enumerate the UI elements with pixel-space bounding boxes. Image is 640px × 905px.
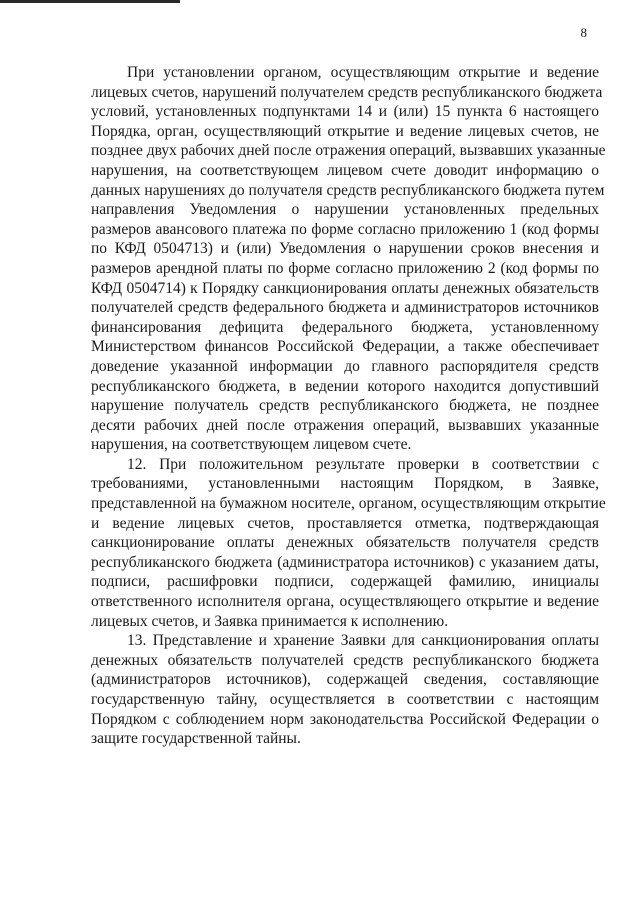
text-line: государственную тайну, осуществляется в соответствии с настоящим	[91, 691, 599, 708]
text-line: денежных обязательств получателей средств республиканского бюджета	[91, 651, 599, 669]
text-line: нарушение получатель средств республиканского бюджета, не позднее	[91, 397, 599, 415]
document-body	[91, 63, 606, 749]
text-line: Порядком с соблюдением норм законодательства Российской Федерации о	[91, 710, 599, 728]
text-line: ответственного исполнителя органа, осуществляющего открытие и ведение	[91, 593, 599, 611]
text-line: десяти рабочих дней после отражения операций, вызвавших указанные	[91, 416, 599, 434]
text-line: финансирования дефицита федерального бюджета, установленному	[91, 318, 599, 336]
text-line: позднее двух рабочих дней после отражения операций, вызвавших указанные	[91, 142, 606, 160]
text-line: размеров арендной платы по форме согласно приложению 2 (код формы по	[91, 259, 599, 277]
text-line: республиканского бюджета (администратора источников) с указанием даты,	[91, 553, 599, 571]
text-line: защите государственной тайны.	[91, 730, 301, 748]
text-line: подписи, расшифровки подписи, содержащей фамилию, инициалы	[91, 573, 599, 591]
text-line: и ведение лицевых счетов, проставляется отметка, подтверждающая	[91, 514, 599, 532]
text-line: доведение указанной информации до главного распорядителя средств	[91, 357, 599, 375]
paragraph-13-state-secret	[91, 631, 599, 749]
text-line: нарушения, на соответствующем лицевом счете доводит информацию о	[91, 161, 599, 179]
text-line: представленной на бумажном носителе, органом, осуществляющим открытие	[91, 495, 606, 513]
text-line: по КФД 0504713) и (или) Уведомления о нарушении сроков внесения и	[91, 240, 599, 258]
page-number: 8	[580, 25, 587, 40]
text-line: санкционирование оплаты денежных обязательств получателя средств	[91, 534, 599, 552]
text-line: При установлении органом, осуществляющим открытие и ведение	[127, 64, 599, 81]
text-line: размеров авансового платежа по форме согласно приложению 1 (код формы	[91, 220, 599, 238]
text-line: Министерством финансов Российской Федерации, а также обеспечивает	[91, 338, 599, 356]
text-line: 13. Представление и хранение Заявки для санкционирования оплаты	[127, 632, 599, 650]
text-line: требованиями, установленными настоящим Порядком, в Заявке,	[91, 475, 599, 493]
text-line: нарушения, на соответствующем лицевом счете.	[91, 436, 412, 454]
text-line: (администраторов источников), содержащей сведения, составляющие	[91, 671, 599, 689]
text-line: республиканского бюджета, в ведении которого находится допустивший	[91, 377, 599, 395]
text-line: лицевых счетов, и Заявка принимается к исполнению.	[91, 612, 449, 630]
text-line: 12. При положительном результате проверки в соответствии с	[127, 455, 599, 473]
paragraph-notification-of-violations	[91, 63, 606, 455]
text-line: КФД 0504714) к Порядку санкционирования оплаты денежных обязательств	[91, 279, 599, 297]
text-line: направления Уведомления о нарушении установленных предельных	[91, 201, 599, 219]
text-line: получателей средств федерального бюджета и администраторов источников	[91, 299, 599, 317]
text-line: данных нарушениях до получателя средств республиканского бюджета путем	[91, 181, 605, 199]
text-line: условий, установленных подпунктами 14 и (или) 15 пункта 6 настоящего	[91, 103, 599, 121]
paragraph-12-verification-result	[91, 455, 606, 631]
text-line: Порядка, орган, осуществляющий открытие и ведение лицевых счетов, не	[91, 122, 599, 140]
text-line: лицевых счетов, нарушений получателем средств республиканского бюджета	[91, 83, 603, 101]
scan-edge-mark	[0, 0, 180, 3]
